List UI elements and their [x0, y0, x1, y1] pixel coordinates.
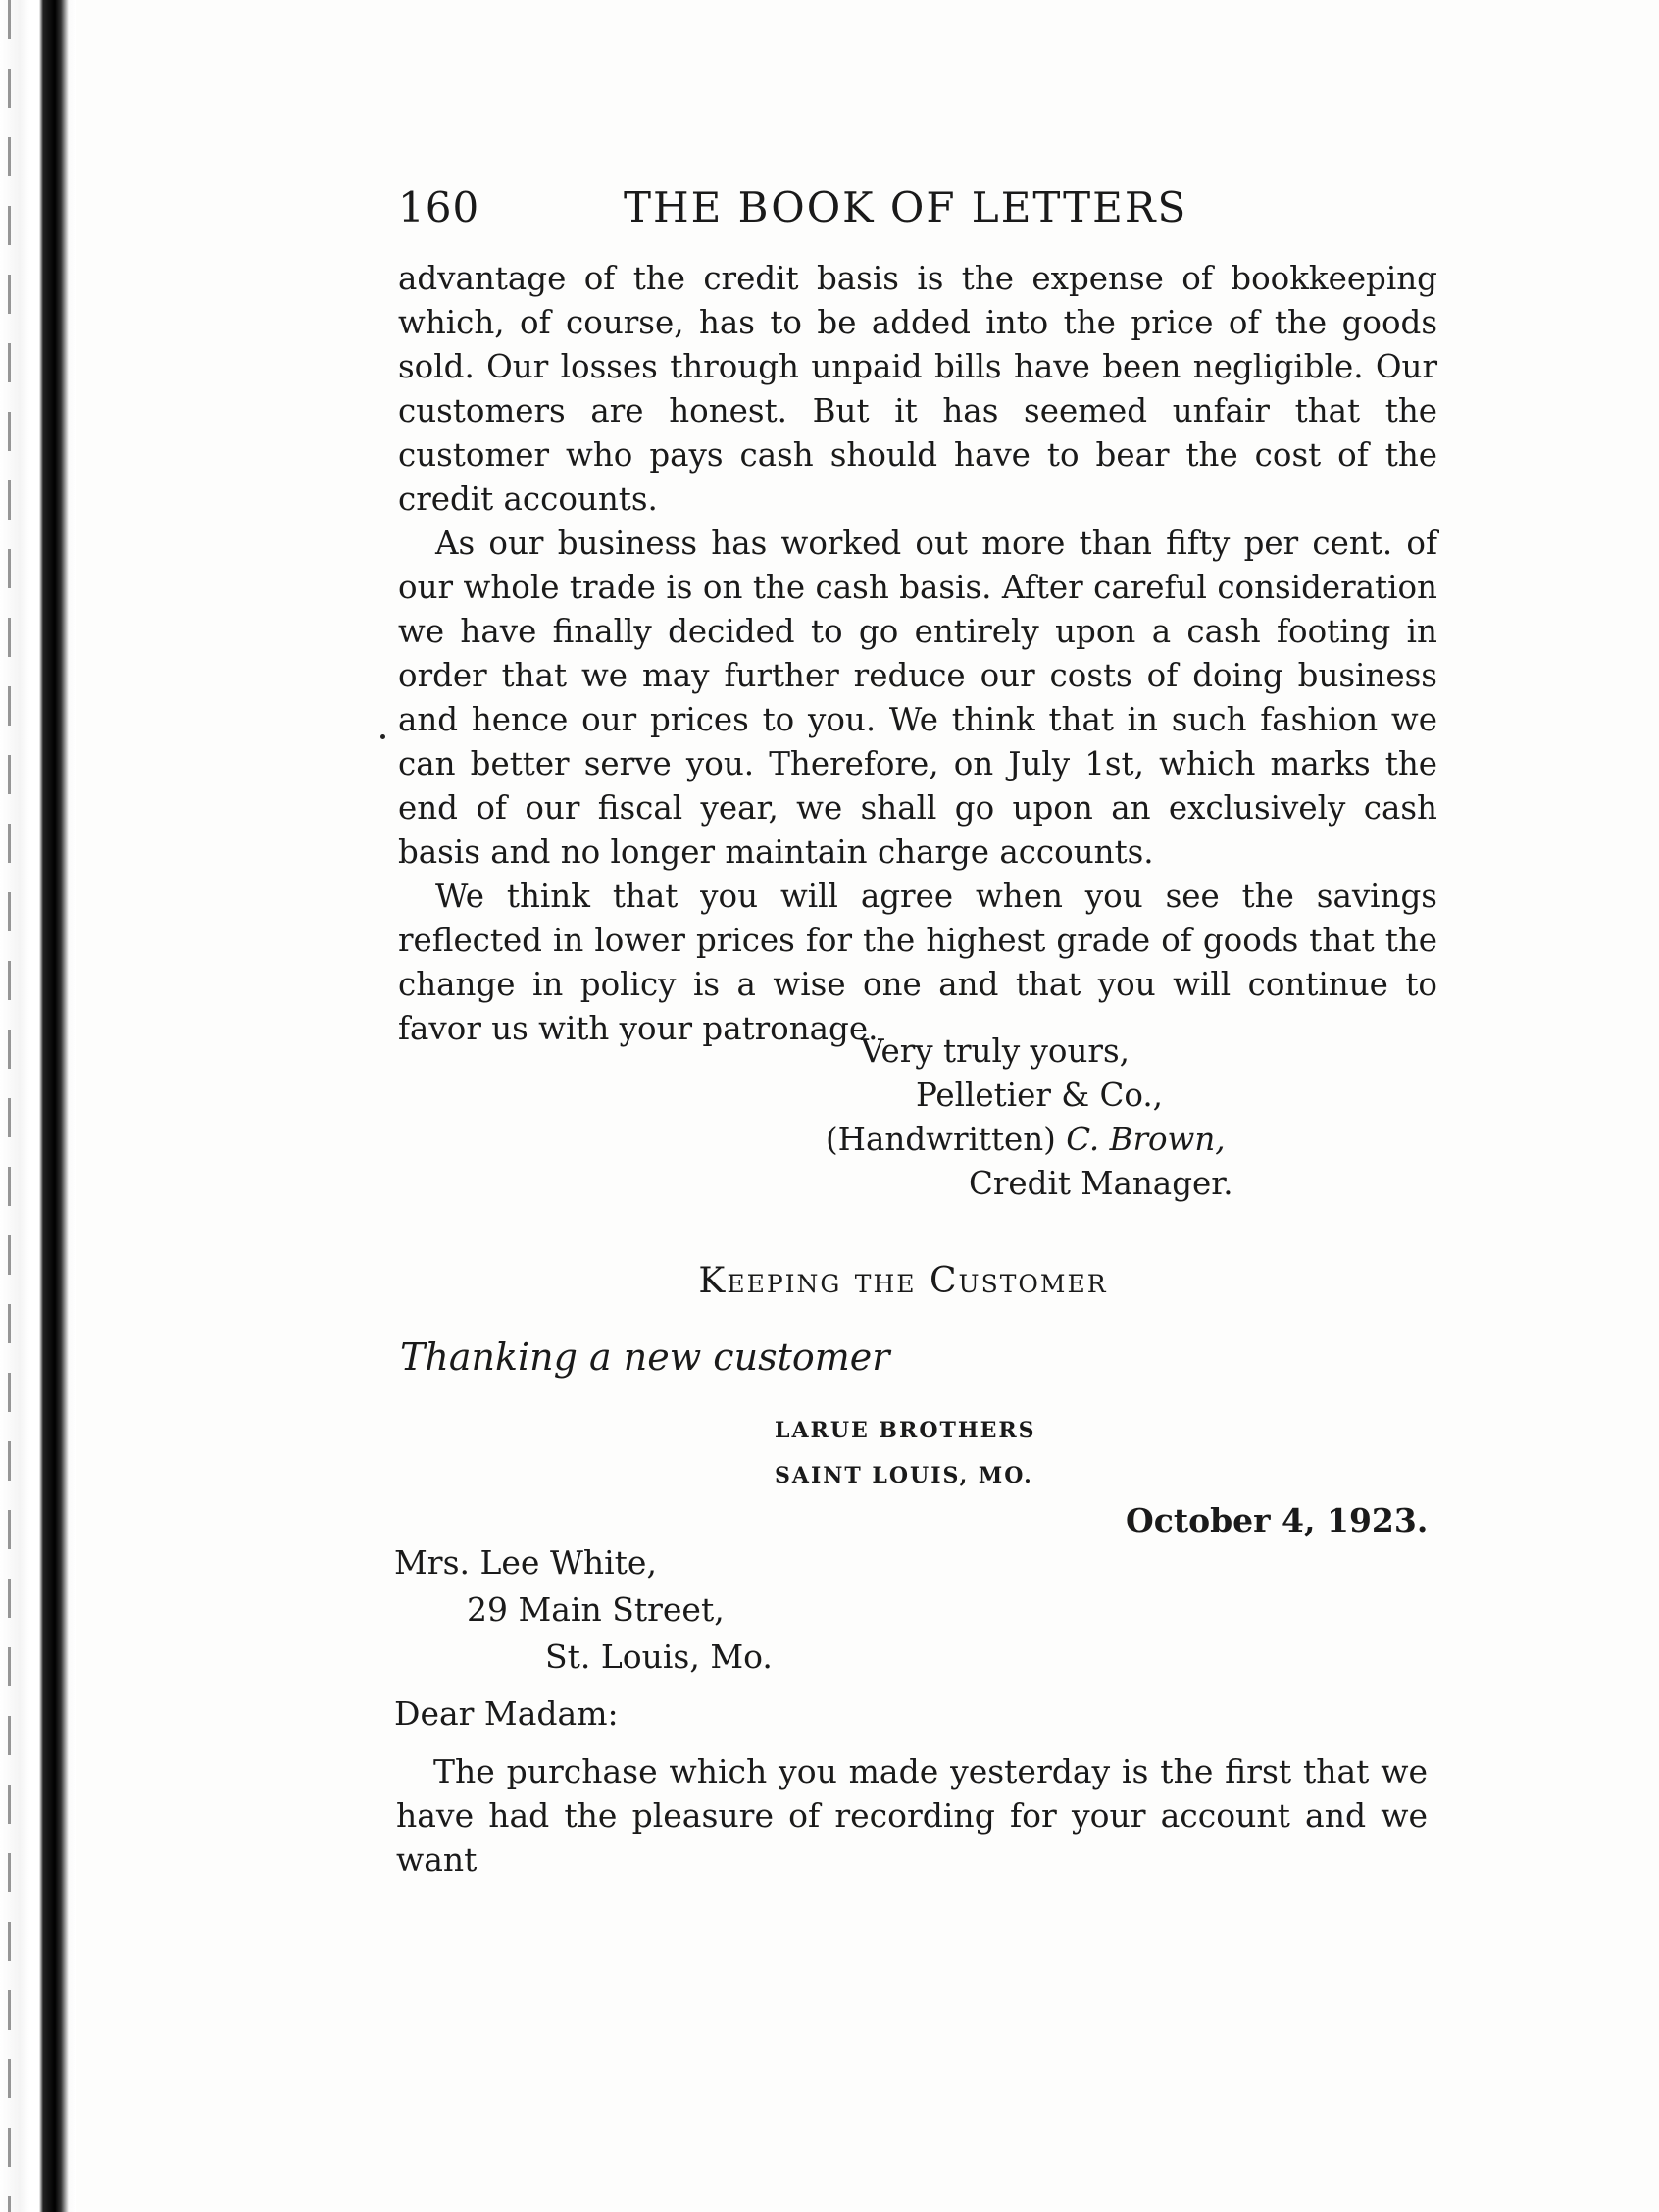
- signature-line: [826, 1118, 1226, 1162]
- paragraph: We think that you will agree when you see the savings reflected in lower prices for the highest grade of goods that the change in policy is a wise one and that you will continue to favor us with your patronage.: [398, 878, 1437, 1047]
- handwritten-label: (Handwritten): [826, 1121, 1056, 1158]
- binding-edge: [0, 0, 76, 2212]
- letterhead-company: LARUE BROTHERS: [775, 1418, 1036, 1443]
- complimentary-close: Very truly yours,: [861, 1032, 1130, 1070]
- letterhead-city: SAINT LOUIS, MO.: [775, 1463, 1033, 1488]
- stray-mark: [380, 734, 385, 739]
- section-heading-text: Keeping the Customer: [698, 1261, 1108, 1301]
- address-line: 29 Main Street,: [467, 1590, 725, 1629]
- page-header: [398, 178, 1379, 237]
- binding-shadow-line: [8, 0, 11, 2212]
- address-line: St. Louis, Mo.: [545, 1637, 773, 1676]
- signer-name: C. Brown,: [1066, 1121, 1226, 1158]
- paragraph: As our business has worked out more than fifty per cent. of our whole trade is on the cash basis. After careful consideration we have finally decided to go entirely upon a cash footing in order that we may further reduce our costs of doing business and hence our prices to you. We think that in such fashion we can better serve you. Therefore, on July 1st, which marks the end of our fiscal year, we shall go upon an exclusively cash basis and no longer maintain charge accounts.: [398, 525, 1437, 871]
- signer-title: Credit Manager.: [969, 1165, 1233, 1202]
- letter1-body: [398, 257, 1437, 1051]
- salutation: Dear Madam:: [394, 1694, 619, 1733]
- paragraph: advantage of the credit basis is the expense of bookkeeping which, of course, has to be added into the price of the goods sold. Our losses through unpaid bills have been negligible. Our customers are honest. But it has seemed unfair that the customer who pays cash should have to bear the cost of the credit accounts.: [398, 260, 1437, 518]
- address-line: Mrs. Lee White,: [394, 1543, 657, 1582]
- page-number: 160: [398, 183, 480, 231]
- running-head: THE BOOK OF LETTERS: [624, 183, 1188, 231]
- section-heading: [0, 1257, 1659, 1306]
- letter2-body: [396, 1749, 1428, 1882]
- company-name: Pelletier & Co.,: [916, 1077, 1164, 1114]
- subheading: Thanking a new customer: [400, 1335, 890, 1379]
- letter-date: October 4, 1923.: [1126, 1501, 1429, 1539]
- paragraph: The purchase which you made yesterday is the first that we have had the pleasure of recording for your account and we want: [396, 1752, 1428, 1879]
